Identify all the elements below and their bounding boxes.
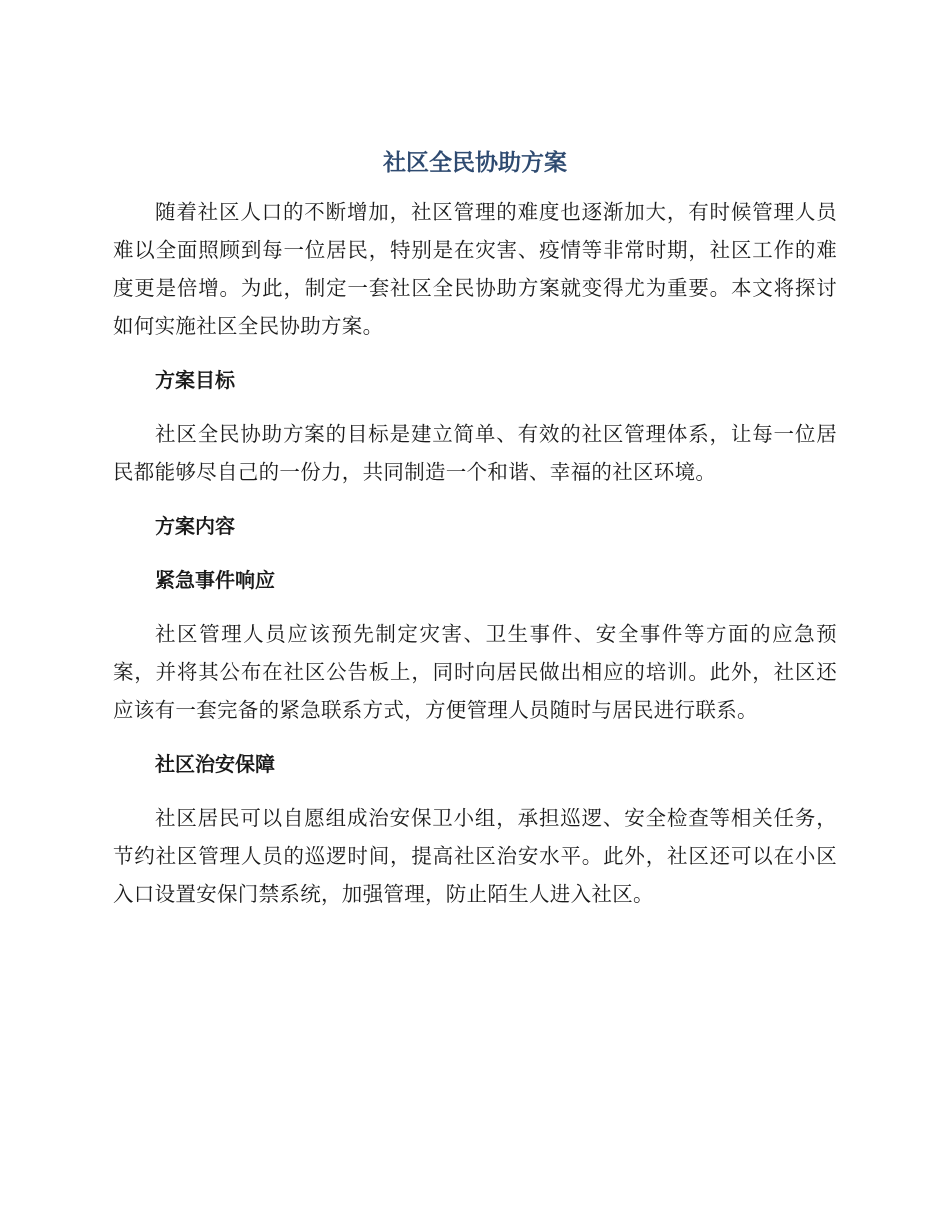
section-body-goal: 社区全民协助方案的目标是建立简单、有效的社区管理体系，让每一位居民都能够尽自己的一份力，共同制造一个和谐、幸福的社区环境。 [113,422,837,484]
section-body-security: 社区居民可以自愿组成治安保卫小组，承担巡逻、安全检查等相关任务，节约社区管理人员的巡逻时间，提高社区治安水平。此外，社区还可以在小区入口设置安保门禁系统，加强管理，防止陌生人进入社区。 [113,806,837,906]
section-heading-goal: 方案目标 [155,368,235,392]
section-heading-content: 方案内容 [155,514,235,538]
section-body-emergency: 社区管理人员应该预先制定灾害、卫生事件、安全事件等方面的应急预案，并将其公布在社区公告板上，同时向居民做出相应的培训。此外，社区还应该有一套完备的紧急联系方式，方便管理人员随时与居民进行联系。 [113,622,837,722]
section-heading-security: 社区治安保障 [155,752,275,776]
section-heading-emergency: 紧急事件响应 [155,568,275,592]
intro-paragraph: 随着社区人口的不断增加，社区管理的难度也逐渐加大，有时候管理人员难以全面照顾到每一位居民，特别是在灾害、疫情等非常时期，社区工作的难度更是倍增。为此，制定一套社区全民协助方案就变得尤为重要。本文将探讨如何实施社区全民协助方案。 [113,200,837,338]
document-page [113,143,837,913]
document-title: 社区全民协助方案 [383,150,567,176]
